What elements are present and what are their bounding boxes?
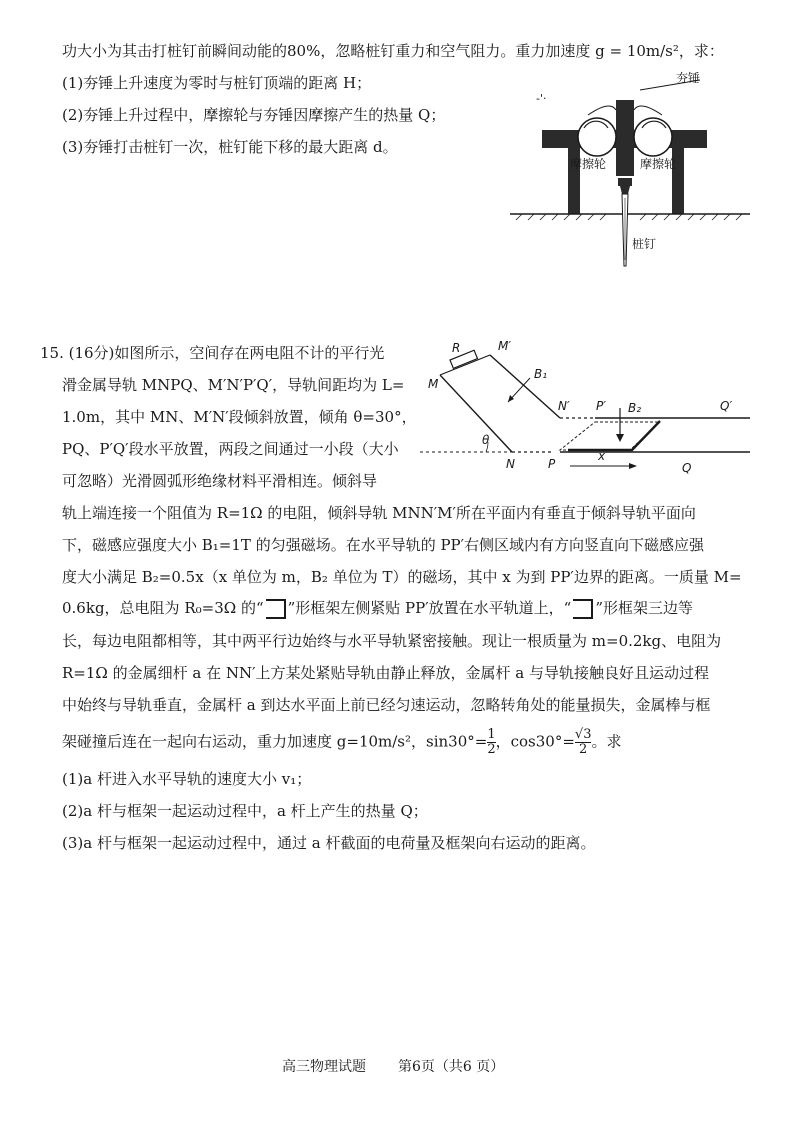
svg-text:N′: N′ (558, 399, 570, 413)
p15-line-9c: ”形框架三边等 (595, 599, 693, 617)
p15-line-3: 1.0m，其中 MN、M′N′段倾斜放置，倾角 θ=30°， (62, 408, 417, 426)
p15-line-2: 滑金属导轨 MNPQ、M′N′P′Q′，导轨间距均为 L= (62, 376, 405, 394)
p15-line-4: PQ、P′Q′段水平放置，两段之间通过一小段（大小 (62, 440, 399, 458)
p15-question-1: (1)a 杆进入水平导轨的速度大小 v₁； (62, 770, 312, 788)
question-1: (1)夯锤上升速度为零时与桩钉顶端的距离 H； (62, 74, 372, 92)
p15-line-13b: ，cos30°= (495, 732, 575, 751)
svg-text:Q′: Q′ (720, 399, 733, 413)
p15-line-9 (62, 597, 693, 619)
p15-line-8: 度大小满足 B₂=0.5x（x 单位为 m，B₂ 单位为 T）的磁场，其中 x 为到 PP′边界的距离。一质量 M= (62, 568, 742, 586)
svg-text:B₂: B₂ (628, 401, 642, 415)
rail-diagram (420, 330, 760, 480)
p15-line-11: R=1Ω 的金属细杆 a 在 NN′上方某处紧贴导轨由静止释放，金属杆 a 与导轨接触良好且运动过程 (62, 664, 709, 682)
frame-symbol (266, 599, 286, 619)
svg-text:N: N (506, 457, 515, 471)
footer-page: 第6页（共6 页） (398, 1059, 505, 1075)
p15-line-7: 下，磁感应强度大小 B₁=1T 的匀强磁场。在水平导轨的 PP′右侧区域内有方向竖直向下磁感应强 (62, 536, 705, 554)
hammer-label: 夯锤 (676, 71, 701, 85)
svg-text:θ: θ (482, 433, 490, 447)
question-2: (2)夯锤上升过程中，摩擦轮与夯锤因摩擦产生的热量 Q； (62, 106, 446, 124)
intro-line: 功大小为其击打桩钉前瞬间动能的80%，忽略桩钉重力和空气阻力。重力加速度 g = 10m/s²，求： (62, 42, 724, 60)
svg-text:P′: P′ (596, 399, 606, 413)
pile-driver-figure (500, 70, 760, 280)
svg-text:B₁: B₁ (534, 367, 548, 381)
p15-line-6: 轨上端连接一个阻值为 R=1Ω 的电阻，倾斜导轨 MNN′M′所在平面内有垂直于倾斜导轨平面向 (62, 504, 696, 522)
svg-text:M′: M′ (498, 339, 512, 353)
p15-line-13c: 。求 (591, 732, 622, 751)
p15-line-10: 长，每边电阻都相等，其中两平行边始终与水平导轨紧密接触。现让一根质量为 m=0.2kg、电阻为 (62, 632, 722, 650)
p15-question-3: (3)a 杆与框架一起运动过程中，通过 a 杆截面的电荷量及框架向右运动的距离。 (62, 834, 596, 852)
svg-text:R: R (452, 341, 461, 355)
p15-line-12: 中始终与导轨垂直，金属杆 a 到达水平面上前已经匀速运动，忽略转角处的能量损失，金属棒与框 (62, 696, 711, 714)
wheel-label-right: 摩擦轮 (640, 157, 677, 171)
svg-text:Q: Q (682, 461, 692, 475)
fraction-sqrt3-half: $\frac{√3}{2}$ (574, 727, 592, 757)
svg-text:P: P (548, 457, 556, 471)
fraction-half: $\frac{1}{2}$ (487, 727, 496, 757)
svg-text:-'·: -'· (536, 92, 547, 105)
p15-line-1: 15. (16分)如图所示，空间存在两电阻不计的平行光 (40, 344, 385, 362)
p15-question-2: (2)a 杆与框架一起运动过程中，a 杆上产生的热量 Q； (62, 802, 428, 820)
p15-line-13a: 架碰撞后连在一起向右运动，重力加速度 g=10m/s²，sin30°= (62, 732, 488, 751)
svg-text:M: M (428, 377, 439, 391)
wheel-label-left: 摩擦轮 (570, 157, 607, 171)
question-3: (3)夯锤打击桩钉一次，桩钉能下移的最大距离 d。 (62, 138, 398, 156)
p15-line-5: 可忽略）光滑圆弧形绝缘材料平滑相连。倾斜导 (62, 472, 378, 490)
frame (568, 421, 660, 450)
p15-line-13 (62, 728, 621, 757)
footer-title: 高三物理试题 (282, 1059, 366, 1075)
pile-label: 桩钉 (632, 237, 657, 251)
p15-line-9b: ”形框架左侧紧贴 PP′放置在水平轨道上，“ (287, 599, 572, 617)
right-friction-wheel (634, 118, 672, 156)
frame-symbol (573, 599, 593, 619)
p15-line-9a: 0.6kg，总电阻为 R₀=3Ω 的“ (62, 599, 264, 617)
svg-text:x: x (598, 449, 606, 463)
left-friction-wheel (578, 118, 616, 156)
